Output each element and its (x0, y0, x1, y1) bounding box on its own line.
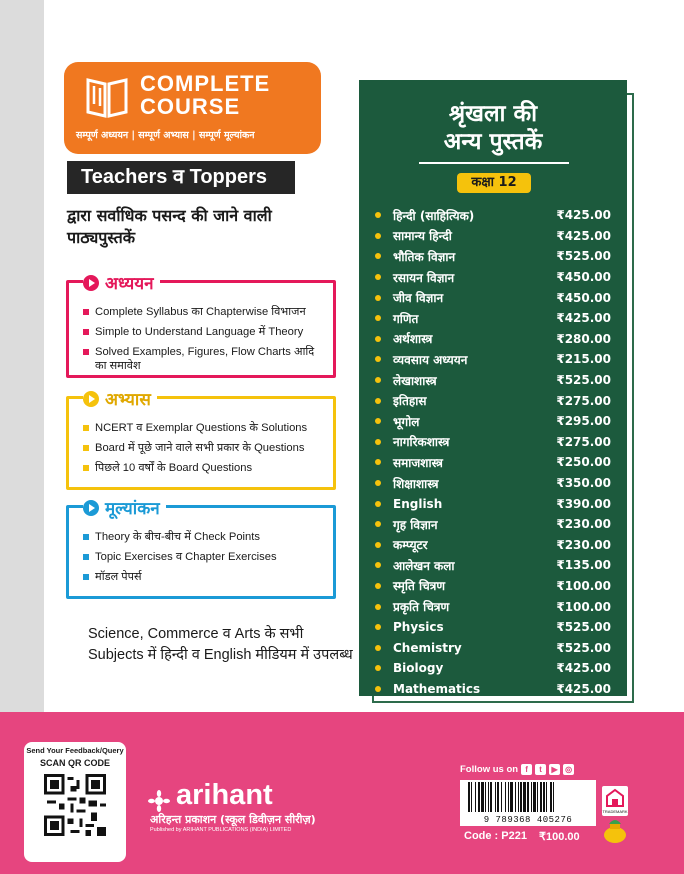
book-list-item (375, 576, 611, 597)
feature-item: Theory के बीच-बीच में Check Points (83, 530, 325, 544)
play-icon (83, 500, 99, 516)
barcode-bar (495, 782, 496, 812)
book-name: गणित (393, 311, 419, 326)
teachers-toppers-bar: Teachers व Toppers (67, 161, 295, 194)
book-name: Physics (393, 620, 444, 635)
youtube-icon[interactable]: ▶ (549, 764, 560, 775)
feature-heading: अभ्यास (105, 390, 151, 410)
book-name: रसायन विज्ञान (393, 270, 455, 285)
book-price: ₹250.00 (556, 455, 611, 470)
feature-item: मॉडल पेपर्स (83, 570, 325, 584)
book-list-item (375, 411, 611, 432)
book-list-item (375, 596, 611, 617)
book-price: ₹295.00 (556, 414, 611, 429)
barcode-bar (510, 782, 513, 812)
book-list-item (375, 287, 611, 308)
book-price: ₹525.00 (556, 640, 611, 655)
book-name: लेखाशास्त्र (393, 373, 437, 388)
book-price: ₹425.00 (556, 681, 611, 696)
barcode-bar (478, 782, 480, 812)
book-list-item (375, 432, 611, 453)
book-price: ₹100.00 (538, 831, 580, 843)
book-list-item (375, 267, 611, 288)
isbn-barcode (460, 780, 596, 826)
barcode-bar (515, 782, 516, 812)
barcode-bar (508, 782, 509, 812)
book-price: ₹100.00 (556, 599, 611, 614)
book-name: स्मृति चित्रण (393, 579, 445, 594)
book-price: ₹525.00 (556, 373, 611, 388)
book-list-item (375, 473, 611, 494)
feature-item: Complete Syllabus का Chapterwise विभाजन (83, 305, 325, 319)
barcode-bar (550, 782, 552, 812)
class-badge: कक्षा 12 (457, 173, 531, 193)
follow-us (460, 764, 574, 775)
barcode-bar (533, 782, 536, 812)
book-price: ₹425.00 (556, 311, 611, 326)
book-name: इतिहास (393, 394, 427, 409)
book-price: ₹100.00 (556, 578, 611, 593)
book-list-item (375, 658, 611, 679)
barcode-bar (468, 782, 470, 812)
barcode-bar (505, 782, 506, 812)
book-name: Biology (393, 661, 444, 676)
barcode-bar (537, 782, 538, 812)
book-price: ₹450.00 (556, 270, 611, 285)
book-price: ₹425.00 (556, 228, 611, 243)
bullet-dot (375, 233, 381, 239)
book-list-item (375, 349, 611, 370)
book-price: ₹390.00 (556, 496, 611, 511)
book-name: हिन्दी (साहित्यिक) (393, 208, 475, 223)
book-price: ₹425.00 (556, 661, 611, 676)
barcode-bar (488, 782, 489, 812)
book-name: प्रकृति चित्रण (393, 600, 450, 615)
barcode-bar (540, 782, 542, 812)
bullet-dot (375, 377, 381, 383)
book-price: ₹215.00 (556, 352, 611, 367)
play-icon (83, 391, 99, 407)
book-name: जीव विज्ञान (393, 291, 444, 306)
book-name: कम्प्यूटर (393, 538, 428, 553)
book-list-item (375, 514, 611, 535)
arihant-flower-icon (148, 790, 170, 812)
bullet-dot (375, 398, 381, 404)
book-price: ₹525.00 (556, 249, 611, 264)
book-list-item (375, 452, 611, 473)
bullet-dot (375, 624, 381, 630)
qr-caption: Send Your Feedback/Query (26, 746, 124, 755)
feature-heading: अध्ययन (105, 274, 154, 294)
barcode-bars (460, 782, 596, 816)
book-list-item (375, 555, 611, 576)
book-list-item (375, 679, 611, 700)
bullet-dot (375, 686, 381, 692)
instagram-icon[interactable]: ◎ (563, 764, 574, 775)
book-name: भूगोल (393, 414, 420, 429)
qr-scan-label: SCAN QR CODE (39, 758, 110, 768)
bullet-dot (375, 501, 381, 507)
book-price: ₹230.00 (556, 537, 611, 552)
bullet-dot (375, 356, 381, 362)
book-price: ₹525.00 (556, 620, 611, 635)
trademark-seal (602, 786, 628, 816)
panel-title: श्रृंखला की अन्य पुस्तकें (443, 101, 543, 155)
book-list-item (375, 370, 611, 391)
book-name: सामान्य हिन्दी (393, 229, 452, 244)
bullet-dot (375, 274, 381, 280)
book-price: ₹230.00 (556, 517, 611, 532)
availability-text: Science, Commerce व Arts के सभी Subjects में हिन्दी व English मीडियम में उपलब्ध (88, 626, 353, 663)
bullet-dot (375, 253, 381, 259)
book-name: समाजशास्त्र (393, 455, 443, 470)
book-price: ₹425.00 (556, 208, 611, 223)
play-icon (83, 275, 99, 291)
open-book-icon (84, 74, 130, 118)
book-list (375, 205, 611, 699)
feature-item: Simple to Understand Language में Theory (83, 325, 325, 339)
follow-label: Follow us on (460, 764, 519, 775)
feature-item: NCERT व Exemplar Questions के Solutions (83, 421, 325, 435)
book-name: शिक्षाशास्त्र (393, 476, 439, 491)
bullet-dot (375, 439, 381, 445)
book-list-item (375, 308, 611, 329)
product-code: Code : P221 (464, 830, 527, 842)
book-name: English (393, 496, 443, 511)
brand-hindi: अरिहन्त प्रकाशन (स्कूल डिवीज़न सीरीज़) (150, 813, 316, 826)
feature-box-practice (66, 390, 336, 490)
book-list-item (375, 205, 611, 226)
code-price-row (464, 830, 580, 843)
barcode-bar (523, 782, 526, 812)
barcode-bar (553, 782, 554, 812)
feature-heading: मूल्यांकन (105, 499, 160, 519)
bullet-dot (375, 295, 381, 301)
title-underline (419, 162, 569, 164)
bullet-dot (375, 336, 381, 342)
qr-card[interactable] (24, 742, 126, 862)
book-name: गृह विज्ञान (393, 517, 438, 532)
bullet-dot (375, 583, 381, 589)
barcode-bar (520, 782, 522, 812)
bullet-dot (375, 480, 381, 486)
logo-tagline: सम्पूर्ण अध्ययन | सम्पूर्ण अभ्यास | सम्पूर्ण मूल्यांकन (76, 130, 255, 141)
feature-item: Topic Exercises व Chapter Exercises (83, 550, 325, 564)
book-price: ₹135.00 (556, 558, 611, 573)
bullet-dot (375, 212, 381, 218)
barcode-bar (490, 782, 492, 812)
feature-item: पिछले 10 वर्षों के Board Questions (83, 461, 325, 475)
book-list-item (375, 246, 611, 267)
book-price: ₹450.00 (556, 290, 611, 305)
publisher-line: Published by ARIHANT PUBLICATIONS (INDIA) LIMITED (150, 827, 292, 833)
barcode-bar (475, 782, 476, 812)
bullet-dot (375, 562, 381, 568)
book-name: भौतिक विज्ञान (393, 249, 456, 264)
book-name: नागरिकशास्त्र (393, 435, 450, 450)
series-books-panel (359, 80, 627, 696)
book-list-item (375, 535, 611, 556)
book-name: Mathematics (393, 681, 481, 696)
book-list-item (375, 637, 611, 658)
book-list-item (375, 493, 611, 514)
barcode-bar (497, 782, 499, 812)
complete-course-logo (64, 62, 321, 154)
logo-title: COMPLETE COURSE (140, 71, 271, 119)
barcode-bar (501, 782, 502, 812)
book-list-item (375, 226, 611, 247)
qr-code-icon[interactable] (44, 774, 106, 836)
seal-label: TRADEMARK (602, 809, 628, 814)
barcode-bar (543, 782, 545, 812)
bullet-dot (375, 315, 381, 321)
feature-item: Solved Examples, Figures, Flow Charts आदि का समावेश (83, 345, 325, 373)
book-list-item (375, 329, 611, 350)
book-name: अर्थशास्त्र (393, 332, 433, 347)
book-name: Chemistry (393, 640, 462, 655)
bullet-dot (375, 459, 381, 465)
facebook-icon[interactable]: f (521, 764, 532, 775)
book-price: ₹275.00 (556, 434, 611, 449)
bullet-dot (375, 542, 381, 548)
lead-text: द्वारा सर्वाधिक पसन्द की जाने वाली पाठ्यपुस्तकें (67, 206, 272, 247)
book-list-item (375, 390, 611, 411)
barcode-bar (481, 782, 484, 812)
bullet-dot (375, 418, 381, 424)
isbn-number: 9 789368 405276 (483, 815, 573, 825)
left-gray-strip (0, 0, 44, 712)
barcode-bar (527, 782, 529, 812)
barcode-bar (471, 782, 472, 812)
twitter-icon[interactable]: t (535, 764, 546, 775)
bullet-dot (375, 604, 381, 610)
book-price: ₹280.00 (556, 331, 611, 346)
bullet-dot (375, 665, 381, 671)
barcode-bar (485, 782, 486, 812)
feature-box-study (66, 274, 336, 378)
book-price: ₹350.00 (556, 476, 611, 491)
kalash-icon (600, 818, 630, 844)
barcode-bar (546, 782, 547, 812)
book-list-item (375, 617, 611, 638)
temple-icon (602, 786, 628, 810)
barcode-bar (518, 782, 519, 812)
brand-name: arihant (176, 779, 273, 811)
book-name: आलेखन कला (393, 558, 455, 573)
bullet-dot (375, 645, 381, 651)
feature-item: Board में पूछे जाने वाले सभी प्रकार के Questions (83, 441, 325, 455)
feature-box-evaluation (66, 499, 336, 599)
book-price: ₹275.00 (556, 393, 611, 408)
barcode-bar (531, 782, 532, 812)
book-name: व्यवसाय अध्ययन (393, 352, 468, 367)
bullet-dot (375, 521, 381, 527)
